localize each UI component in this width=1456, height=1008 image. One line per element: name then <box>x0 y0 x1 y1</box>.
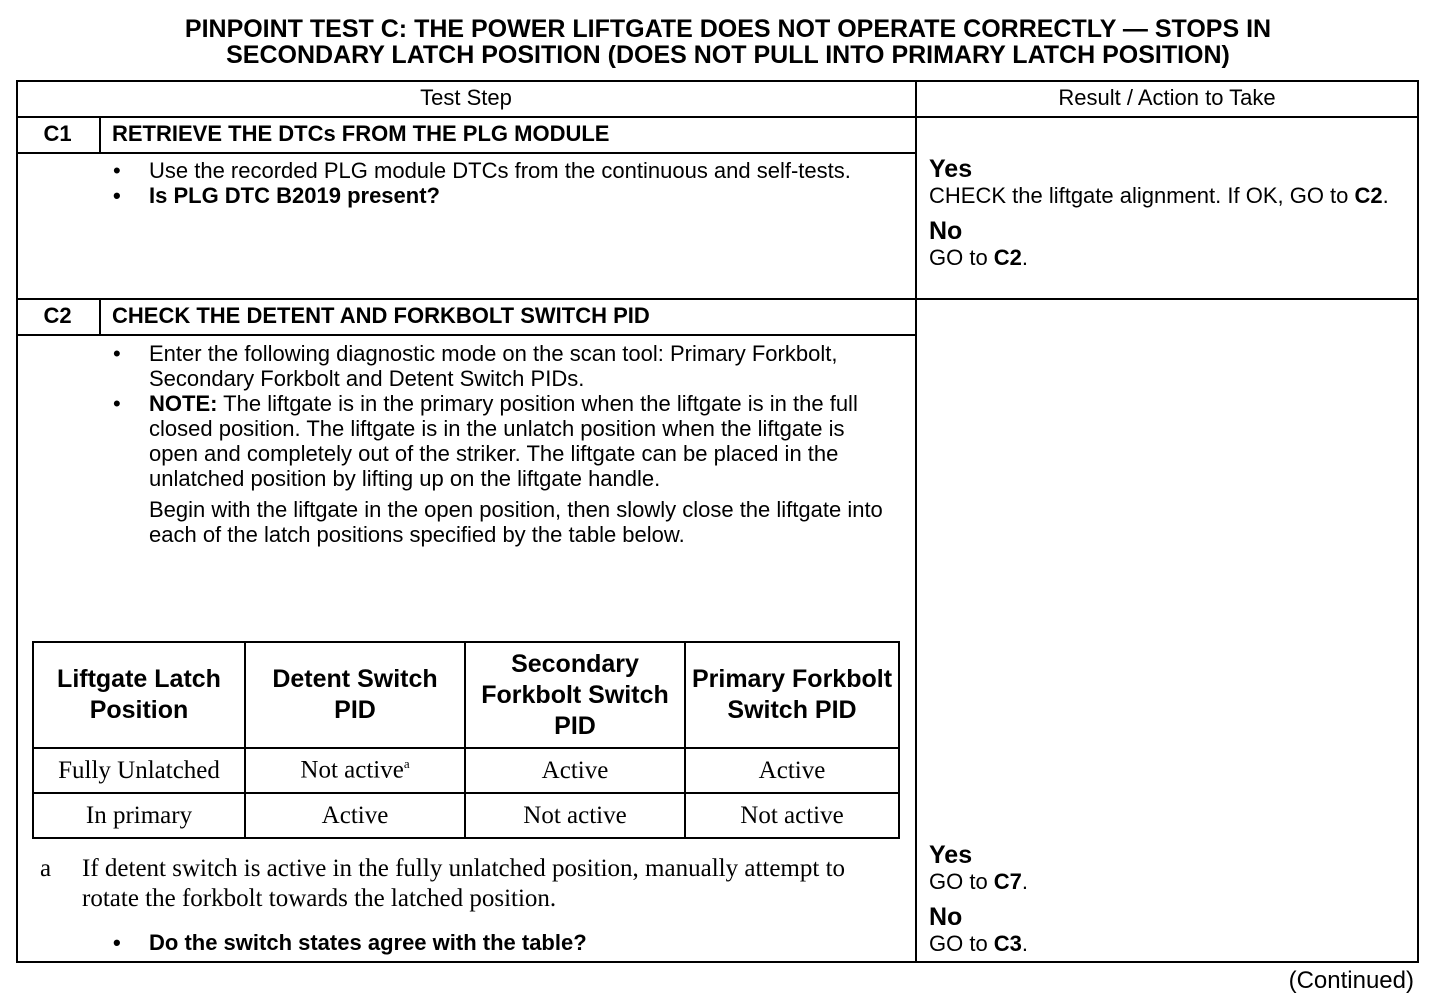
pid-cell: Not active <box>465 793 685 838</box>
step-c1-bullet: • Use the recorded PLG module DTCs from the continuous and self-tests. <box>113 158 883 183</box>
note-label: NOTE: <box>149 391 218 416</box>
pid-cell: Fully Unlatched <box>33 748 245 793</box>
c1-yes-label: Yes <box>929 155 973 183</box>
step-c1-question: • Is PLG DTC B2019 present? <box>113 183 883 208</box>
c2-yes-action: GO to C7. <box>929 869 1029 894</box>
step-c2-instructions <box>113 341 883 547</box>
table-row <box>33 748 899 793</box>
pid-cell: Active <box>465 748 685 793</box>
c2-yes-target: C7 <box>993 869 1022 894</box>
c1-no-text: GO to <box>929 245 994 270</box>
pid-cell-text: Not active <box>300 756 404 784</box>
continued-label: (Continued) <box>1288 967 1414 994</box>
c1-no-label: No <box>929 217 963 245</box>
table-border-right <box>1417 80 1419 963</box>
pid-cell: Active <box>245 793 465 838</box>
footnote-key: a <box>40 855 52 882</box>
c1-title-divider <box>16 152 917 154</box>
table-border-left <box>16 80 18 963</box>
c2-no-text: GO to <box>929 931 994 956</box>
pid-cell: Active <box>685 748 899 793</box>
c2-no-action: GO to C3. <box>929 931 1029 956</box>
step-c1-results <box>929 156 1409 270</box>
step-c2-bullet-scan-tool: • Enter the following diagnostic mode on the scan tool: Primary Forkbolt, Secondary Forkbolt and Detent Switch PIDs. <box>113 341 883 391</box>
step-c2-question: • Do the switch states agree with the table? <box>113 930 883 955</box>
c2-yes-text: GO to <box>929 869 994 894</box>
c1-no-action: GO to C2. <box>929 245 1029 270</box>
pid-header-latch-position: Liftgate Latch Position <box>33 642 245 748</box>
c1-yes-target: C2 <box>1354 183 1383 208</box>
c2-no-label: No <box>929 903 963 931</box>
footnote-a <box>40 854 900 914</box>
note-text: The liftgate is in the primary position when the liftgate is in the full closed position. The liftgate is in the unlatch position when the liftgate is open and completely out of the striker. The liftgate can be placed in the unlatched position by lifting up on the liftgate handle. <box>149 391 858 491</box>
header-result-action: Result / Action to Take <box>1058 85 1276 110</box>
column-divider <box>915 80 917 963</box>
step-c2-results <box>929 842 1409 956</box>
pid-cell: Not active <box>685 793 899 838</box>
table-row <box>33 793 899 838</box>
c2-yes-label: Yes <box>929 841 973 869</box>
c1-yes-action: CHECK the liftgate alignment. If OK, GO to C2. <box>929 183 1389 208</box>
step-c2-paragraph: Begin with the liftgate in the open position, then slowly close the liftgate into each of the latch positions specified by the table below. <box>149 497 883 547</box>
step-c1-title: RETRIEVE THE DTCs FROM THE PLG MODULE <box>112 121 610 146</box>
pid-cell: In primary <box>33 793 245 838</box>
switch-pid-table <box>32 641 900 839</box>
pid-header-primary-forkbolt: Primary Forkbolt Switch PID <box>685 642 899 748</box>
footnote-text: If detent switch is active in the fully unlatched position, manually attempt to rotate the forkbolt towards the latched position. <box>82 855 846 912</box>
step-c1-instructions <box>113 158 883 208</box>
diagnostic-table <box>16 80 1419 963</box>
step-c2-question-block <box>113 930 883 955</box>
footnote-mark: a <box>403 756 410 772</box>
pid-header-detent-switch: Detent Switch PID <box>245 642 465 748</box>
pid-header-secondary-forkbolt: Secondary Forkbolt Switch PID <box>465 642 685 748</box>
step-c2-id: C2 <box>43 303 72 328</box>
c2-title-divider <box>16 334 917 336</box>
step-c2-title: CHECK THE DETENT AND FORKBOLT SWITCH PID <box>112 303 650 328</box>
step-c1-id: C1 <box>43 121 72 146</box>
c2-id-divider <box>99 298 101 334</box>
c1-no-target: C2 <box>993 245 1022 270</box>
c2-no-target: C3 <box>993 931 1022 956</box>
title-line-1: PINPOINT TEST C: THE POWER LIFTGATE DOES NOT OPERATE CORRECTLY — STOPS IN <box>184 15 1272 43</box>
c1-id-divider <box>99 116 101 152</box>
step-c2-note <box>113 391 883 491</box>
header-test-step: Test Step <box>420 85 512 110</box>
table-border-bottom <box>16 961 1419 963</box>
title-line-2: SECONDARY LATCH POSITION (DOES NOT PULL INTO PRIMARY LATCH POSITION) <box>226 41 1230 69</box>
pid-cell-with-footnote <box>245 748 465 793</box>
pinpoint-test-title <box>0 16 1456 68</box>
c1-yes-text: CHECK the liftgate alignment. If OK, GO to <box>929 183 1355 208</box>
